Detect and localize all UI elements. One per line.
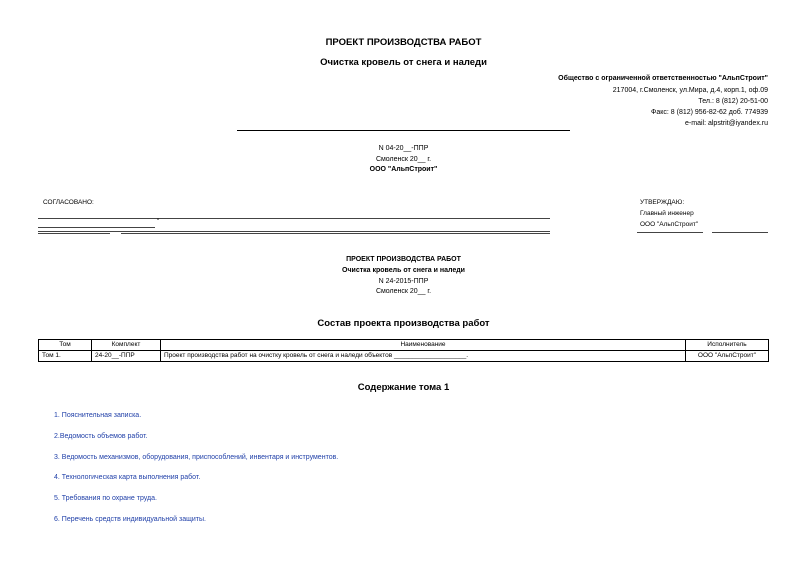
composition-table xyxy=(38,339,769,362)
company-email[interactable]: e-mail: alpstrit@iyandex.ru xyxy=(685,120,768,127)
toc-item-5[interactable]: 5. Требования по охране труда. xyxy=(54,495,157,502)
title-block-title: ПРОЕКТ ПРОИЗВОДСТВА РАБОТ xyxy=(346,256,461,263)
agreed-line-1 xyxy=(38,218,550,219)
cell-set: 24-20__-ППР xyxy=(92,351,161,362)
page-subtitle: Очистка кровель от снега и наледи xyxy=(320,57,487,68)
company-phone: Тел.: 8 (812) 20-51-00 xyxy=(698,98,768,105)
doc-org: ООО "АльпСтроит" xyxy=(369,166,438,173)
agreed-line-3 xyxy=(38,231,550,232)
col-header-set: Комплект xyxy=(92,340,161,351)
approve-position: Главный инженер xyxy=(640,210,694,217)
approve-signature-line xyxy=(637,232,703,233)
cell-executor: ООО "АльпСтроит" xyxy=(686,351,769,362)
cell-volume: Том 1. xyxy=(39,351,92,362)
agreed-line-2 xyxy=(38,227,155,228)
cell-name: Проект производства работ на очистку кровель от снега и наледи объектов ____________________. xyxy=(161,351,686,362)
toc-item-2[interactable]: 2.Ведомость объемов работ. xyxy=(54,433,148,440)
agreed-line-4 xyxy=(38,233,110,234)
contents-heading: Содержание тома 1 xyxy=(357,382,450,393)
table-row xyxy=(39,351,769,362)
company-fax: Факс: 8 (812) 956-82-62 доб. 774939 xyxy=(651,109,768,116)
toc-item-3[interactable]: 3. Ведомость механизмов, оборудования, приспособлений, инвентаря и инструментов. xyxy=(54,454,339,461)
toc-item-4[interactable]: 4. Технологическая карта выполнения работ. xyxy=(54,474,201,481)
divider-line xyxy=(237,130,570,131)
doc-number: N 04-20__-ППР xyxy=(378,145,429,152)
approve-label: УТВЕРЖДАЮ: xyxy=(640,199,685,206)
title-block-city-year: Смоленск 20__ г. xyxy=(375,288,432,295)
toc-item-1[interactable]: 1. Пояснительная записка. xyxy=(54,412,142,419)
approve-org: ООО "АльпСтроит" xyxy=(640,221,699,228)
col-header-volume: Том xyxy=(39,340,92,351)
agreed-line-5 xyxy=(121,233,550,234)
doc-city-year: Смоленск 20__ г. xyxy=(375,156,432,163)
title-block-subtitle: Очистка кровель от снега и наледи xyxy=(342,267,465,274)
page-title: ПРОЕКТ ПРОИЗВОДСТВА РАБОТ xyxy=(325,37,482,48)
col-header-name: Наименование xyxy=(161,340,686,351)
agreed-label: СОГЛАСОВАНО: xyxy=(43,199,94,206)
title-block-number: N 24-2015-ППР xyxy=(378,278,429,285)
company-name: Общество с ограниченной ответственностью "АльпСтроит" xyxy=(558,75,768,82)
agreed-quote: " xyxy=(157,218,160,225)
table-header-row xyxy=(39,340,769,351)
company-address: 217004, г.Смоленск, ул.Мира, д.4, корп.1, оф.09 xyxy=(612,87,768,94)
col-header-executor: Исполнитель xyxy=(686,340,769,351)
composition-heading: Состав проекта производства работ xyxy=(317,318,490,329)
toc-item-6[interactable]: 6. Перечень средств индивидуальной защиты. xyxy=(54,516,206,523)
approve-name-line xyxy=(712,232,768,233)
